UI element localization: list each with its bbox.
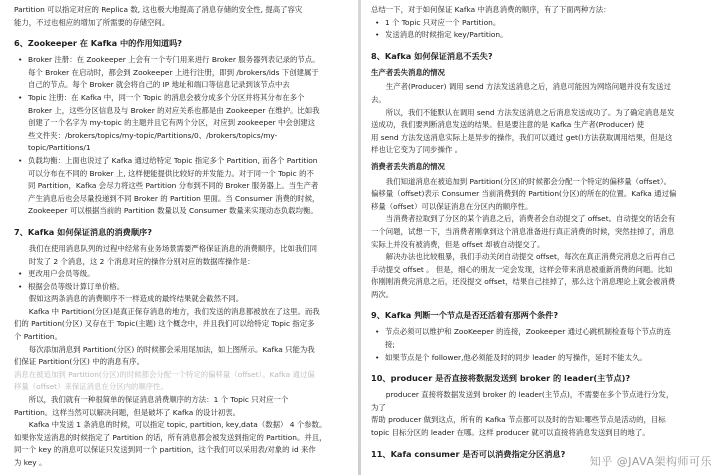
partition-replica-text: Partition 可以指定对应的 Replica 数, 这也极大地提高了消息存储的安全性, 提高了容灾 能力，不过也相应的增加了所需要的存储空间。 [14,5,303,27]
list-item: • 根据会员等级计算订单价格。 [28,281,350,294]
consumer-offset-paragraph: 我们知道消息在被追加到 Partition(分区)的时候都会分配一个特定的偏移量（offset）。 偏移量（offset)表示 Consumer 当前消费到的 Partition(分区)的所在的位置。Kafka 通过偏 移量（offset）可以保证消息在分区内的顺序性。 [371,176,677,211]
producer-send-result-paragraph: 所以，我们不能默认在调用 send 方法发送消息之后消息发送成功了。为了确定消息是发 送成功，我们要判断消息发送的结果。但是要注意的是 Kafka 生产者(Producer) 使 用 send 方法发送消息实际上是异步的操作，我们可以通过 get()方法获取调用结果，但是这 样也让它变为了同步操作 。 [371,107,675,155]
heading-q11: 11、Kafa consumer 是否可以消费指定分区消息? [371,448,566,459]
node-alive-conditions [371,326,712,364]
order-summary-text: 总结一下，对于如何保证 Kafka 中消息消费的顺序，有了下面两种方法： [371,5,611,14]
zookeeper-role-list [14,54,350,218]
load-balancing-item: • 负载均衡：上面也说过了 Kafka 通过给特定 Topic 指定多个 Partition, 而各个 Partition 可以分布在不同的 Broker 上, 这样便能提供比较好的并发能力。对于同一个 Topic 的不 同 Partition，Kafka 会尽力将这些 Partition 分布到不同的 Broker 服务器上。当生产者 产生消息后也会尽量投递到不同 Broker 的 Partition 里面。当 Consumer 消费的时候， Zookeeper 可以根据当前的 Partition 数量以及 Consumer 数量来实现动态负载均衡。 [28,155,350,218]
q7-offset-caption: 消息在被追加到 Partition(分区)的时候都会分配一个特定的偏移量（offset）。Kafka 通过偏 移量（offset）来保证消息在分区内的顺序性。 [14,369,315,392]
list-item: • 发送消息的时候指定 key/Partition。 [385,29,712,42]
heading-q6: 6、Zookeeper 在 Kafka 中的作用知道吗? [14,38,183,49]
q7-intro-paragraph: 我们在使用消息队列的过程中经常有业务场景需要严格保证消息的消费顺序，比如我们同 时发了 2 个消息，这 2 个消息对应的操作分别对应的数据库操作是： [28,243,318,266]
list-item: • 更改用户会员等级。 [28,268,350,281]
q7-result-note: 假如这两条消息的消费顺序不一样造成的最终结果就会截然不同。 [28,294,244,304]
broker-registration-item: • Broker 注册：在 Zookeeper 上会有一个专门用来进行 Broker 服务器列表记录的节点。 每个 Broker 在启动时，都会到 Zookeeper 上进行注册，即到 /brokers/ids 下创建属于 自己的节点。每个 Broker 就会将自己的 IP 地址和端口等信息记录到该节点中去 [28,54,350,92]
list-item: • 如果节点是个 follower,他必须能及时的同步 leader 的写操作，延时不能太久。 [385,352,712,365]
zhihu-watermark: 知乎 @JAVA架构师可乐 [589,455,712,468]
topic-registration-item: • Topic 注册：在 Kafka 中，同一个 Topic 的消息会被分成多个分区并将其分布在多个 Broker 上，这些分区信息及与 Broker 的对应关系也都是由 Zookeeper 在维护。比如我 创建了一个名字为 my-topic 的主题并且它有两个分区，对应到 zookeeper 中会创建这 些文件夹：/brokers/topics/my-topic/Partitions/0、/brokers/topics/my- topic/Partitions/1 [28,92,350,155]
q7-send-params-paragraph: Kafka 中发送 1 条消息的时候，可以指定 topic, partition, key,data（数据） 4 个参数。 如果你发送消息的时候指定了 Partition 的话，所有消息都会被发送到指定的 Partition。并且， 同一个 key 的消息可以保证只发送到同一个 partition，这个我们可以采用表/对象的 id 来作 为 key 。 [14,420,327,467]
list-item: • 1 个 Topic 只对应一个 Partition。 [385,17,712,30]
producer-loss-paragraph: 生产者(Producer) 调用 send 方法发送消息之后，消息可能因为网络问题并没有发送过 去。 [371,82,671,104]
left-page [0,0,358,475]
right-page [361,0,720,475]
heading-q9: 9、Kafka 判断一个节点是否还活着有那两个条件? [371,310,559,321]
list-item: • 节点必须可以维护和 ZooKeeper 的连接，Zookeeper 通过心跳机制检查每个节点的连 接; [385,326,712,351]
heading-q8: 8、Kafka 如何保证消息不丢失? [371,50,493,61]
heading-q7: 7、Kafka 如何保证消息的消费顺序? [14,226,152,237]
q7-append-paragraph: 每次添加消息到 Partition(分区) 的时候都会采用尾加法，如上图所示。Kafka 只能为我 们保证 Partition(分区) 中的消息有序。 [14,344,315,367]
consumer-autocommit-paragraph: 当消费者拉取到了分区的某个消息之后，消费者会自动提交了 offset。自动提交的话会有 一个问题，试想一下，当消费者刚拿到这个消息准备进行真正消费的时候，突然挂掉了，消息 实际上并没有被消费，但是 offset 却被自动提交了。 [371,214,676,249]
q7-partition-paragraph: Kafka 中 Partition(分区)是真正保存消息的地方，我们发送的消息都被放在了这里。而我 们的 Partition(分区) 又存在于 Topic(主题) 这个概念中，并且我们可以给特定 Topic 指定多 个 Partition。 [14,306,320,342]
q7-simple-method-paragraph: 所以，我们就有一种很简单的保证消息消费顺序的方法：1 个 Topic 只对应一个 Partition。这样当然可以解决问题，但是破坏了 Kafka 的设计初衷。 [14,395,289,417]
q10-answer-paragraph: producer 直接将数据发送到 broker 的 leader(主节点)，不需要在多个节点进行分发， 为了 帮助 producer 做到这点，所有的 Kafka 节点都可以及时的告知:哪些节点是活动的，目标 topic 目标分区的 leader 在哪。这样 producer 就可以直接将消息发送到目的地了。 [371,390,674,438]
order-summary-list [371,17,712,42]
consumer-loss-subheading: 消费者丢失消息的情况 [371,161,445,171]
producer-loss-subheading: 生产者丢失消息的情况 [371,67,445,77]
consumer-manual-commit-paragraph: 解决办法也比较粗暴，我们手动关闭自动提交 offset，每次在真正消费完消息之后再自己 手动提交 offset 。 但是，细心的朋友一定会发现，这样会带来消息被重新消费的问题。比如 你刚刚消费完消息之后，还没提交 offset，结果自己挂掉了，那么这个消息理论上就会被消费 两次。 [371,252,676,299]
q7-operation-list [14,268,350,293]
heading-q10: 10、producer 是否直接将数据发送到 broker 的 leader(主节点)? [371,373,631,384]
